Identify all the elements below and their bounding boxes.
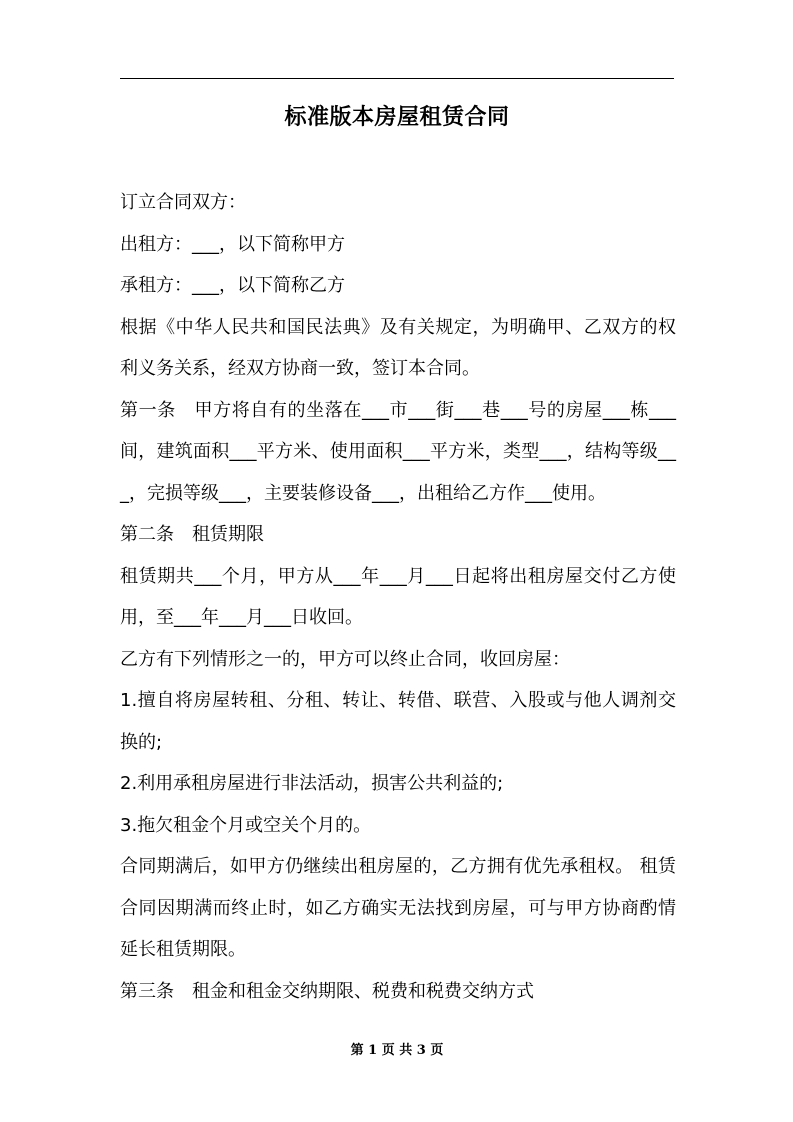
- page-number-footer: [120, 1041, 674, 1061]
- paragraph-article-1: 第一条 甲方将自有的坐落在___市___街___巷___号的房屋___栋___间，建筑面积___平方米、使用面积___平方米，类型___，结构等级___，完损等级___，主要装修设备___，出租给乙方作___使用。: [120, 399, 676, 504]
- list-item-condition-1: 1.擅自将房屋转租、分租、转让、转借、联营、入股或与他人调剂交换的;: [120, 690, 676, 753]
- header-rule: [120, 78, 674, 79]
- paragraph-lease-term: 租赁期共___个月，甲方从___年___月___日起将出租房屋交付乙方使用，至___年___月___日收回。: [120, 565, 676, 628]
- paragraph-renewal: 合同期满后，如甲方仍继续出租房屋的，乙方拥有优先承租权。 租赁合同因期满而终止时，如乙方确实无法找到房屋，可与甲方协商酌情延长租赁期限。: [120, 856, 676, 960]
- contract-body: [120, 182, 676, 1012]
- paragraph-article-2-heading: 第二条 租赁期限: [120, 524, 264, 545]
- page-title: 标准版本房屋租赁合同: [284, 105, 510, 130]
- paragraph-lessee: 承租方：___，以下简称乙方: [120, 275, 345, 296]
- page-number-label: 第 1 页 共 3 页: [350, 1043, 444, 1058]
- paragraph-preamble: 根据《中华人民共和国民法典》及有关规定，为明确甲、乙双方的权利义务关系，经双方协商一致，签订本合同。: [120, 316, 676, 379]
- paragraph-article-3-heading: 第三条 租金和租金交纳期限、税费和税费交纳方式: [120, 980, 534, 1002]
- paragraph-lessor: 出租方：___，以下简称甲方: [120, 233, 345, 255]
- paragraph-parties-heading: 订立合同双方：: [120, 192, 246, 213]
- list-item-condition-2: 2.利用承租房屋进行非法活动，损害公共利益的;: [120, 773, 504, 794]
- paragraph-termination-conditions: 乙方有下列情形之一的，甲方可以终止合同，收回房屋：: [120, 648, 570, 670]
- list-item-condition-3: 3.拖欠租金个月或空关个月的。: [120, 814, 372, 836]
